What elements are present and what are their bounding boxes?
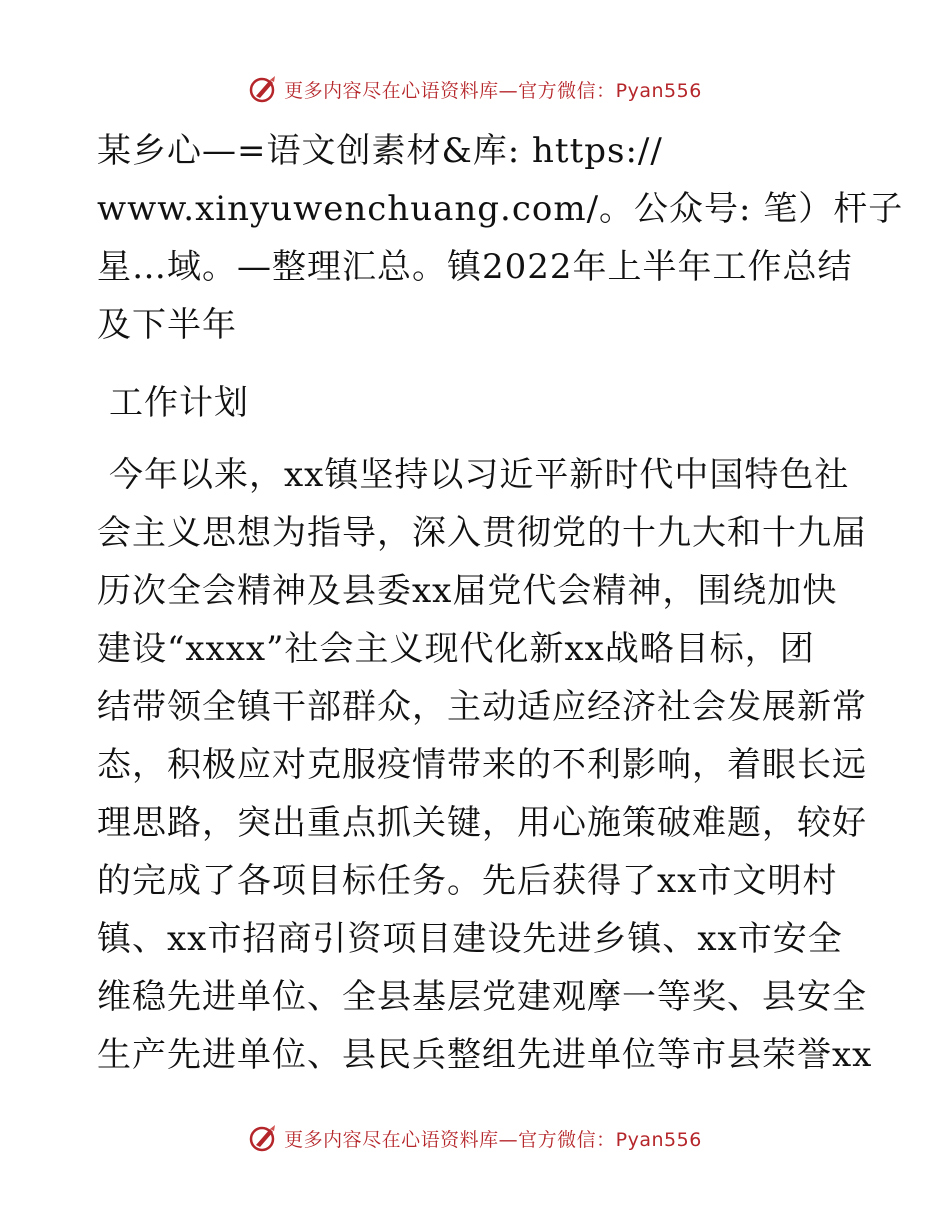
paragraph-line: 镇、xx市招商引资项目建设先进乡镇、xx市安全	[97, 919, 843, 959]
section-heading: 工作计划	[109, 383, 249, 423]
paragraph-line: 历次全会精神及县委xx届党代会精神，围绕加快	[97, 571, 838, 611]
quill-icon	[248, 74, 278, 104]
paragraph-line: 理思路，突出重点抓关键，用心施策破难题，较好	[97, 803, 867, 843]
paragraph-line: 态，积极应对克服疫情带来的不利影响，着眼长远	[97, 745, 867, 785]
intro-line: 某乡心—=语文创素材&库: https://	[97, 131, 663, 171]
quill-icon	[248, 1123, 278, 1153]
paragraph-line: 生产先进单位、县民兵整组先进单位等市县荣誉xx	[97, 1035, 873, 1075]
watermark-footer	[0, 1123, 950, 1153]
intro-line: www.xinyuwenchuang.com/。公众号: 笔）杆子	[97, 189, 904, 229]
intro-line: 星…域。—整理汇总。镇2022年上半年工作总结	[97, 247, 853, 287]
intro-line: 及下半年	[97, 305, 237, 345]
paragraph-line: 结带领全镇干部群众，主动适应经济社会发展新常	[97, 687, 867, 727]
watermark-header	[0, 74, 950, 104]
paragraph-line: 的完成了各项目标任务。先后获得了xx市文明村	[97, 861, 838, 901]
paragraph-line: 维稳先进单位、全县基层党建观摩一等奖、县安全	[97, 977, 867, 1017]
paragraph-line: 会主义思想为指导，深入贯彻党的十九大和十九届	[97, 513, 867, 553]
watermark-text: 更多内容尽在心语资料库—官方微信：Pyan556	[284, 1128, 702, 1151]
paragraph-line: 今年以来，xx镇坚持以习近平新时代中国特色社	[109, 455, 850, 495]
document-body	[97, 122, 904, 1084]
watermark-text: 更多内容尽在心语资料库—官方微信：Pyan556	[284, 79, 702, 102]
paragraph-line: 建设“xxxx”社会主义现代化新xx战略目标，团	[97, 629, 815, 669]
